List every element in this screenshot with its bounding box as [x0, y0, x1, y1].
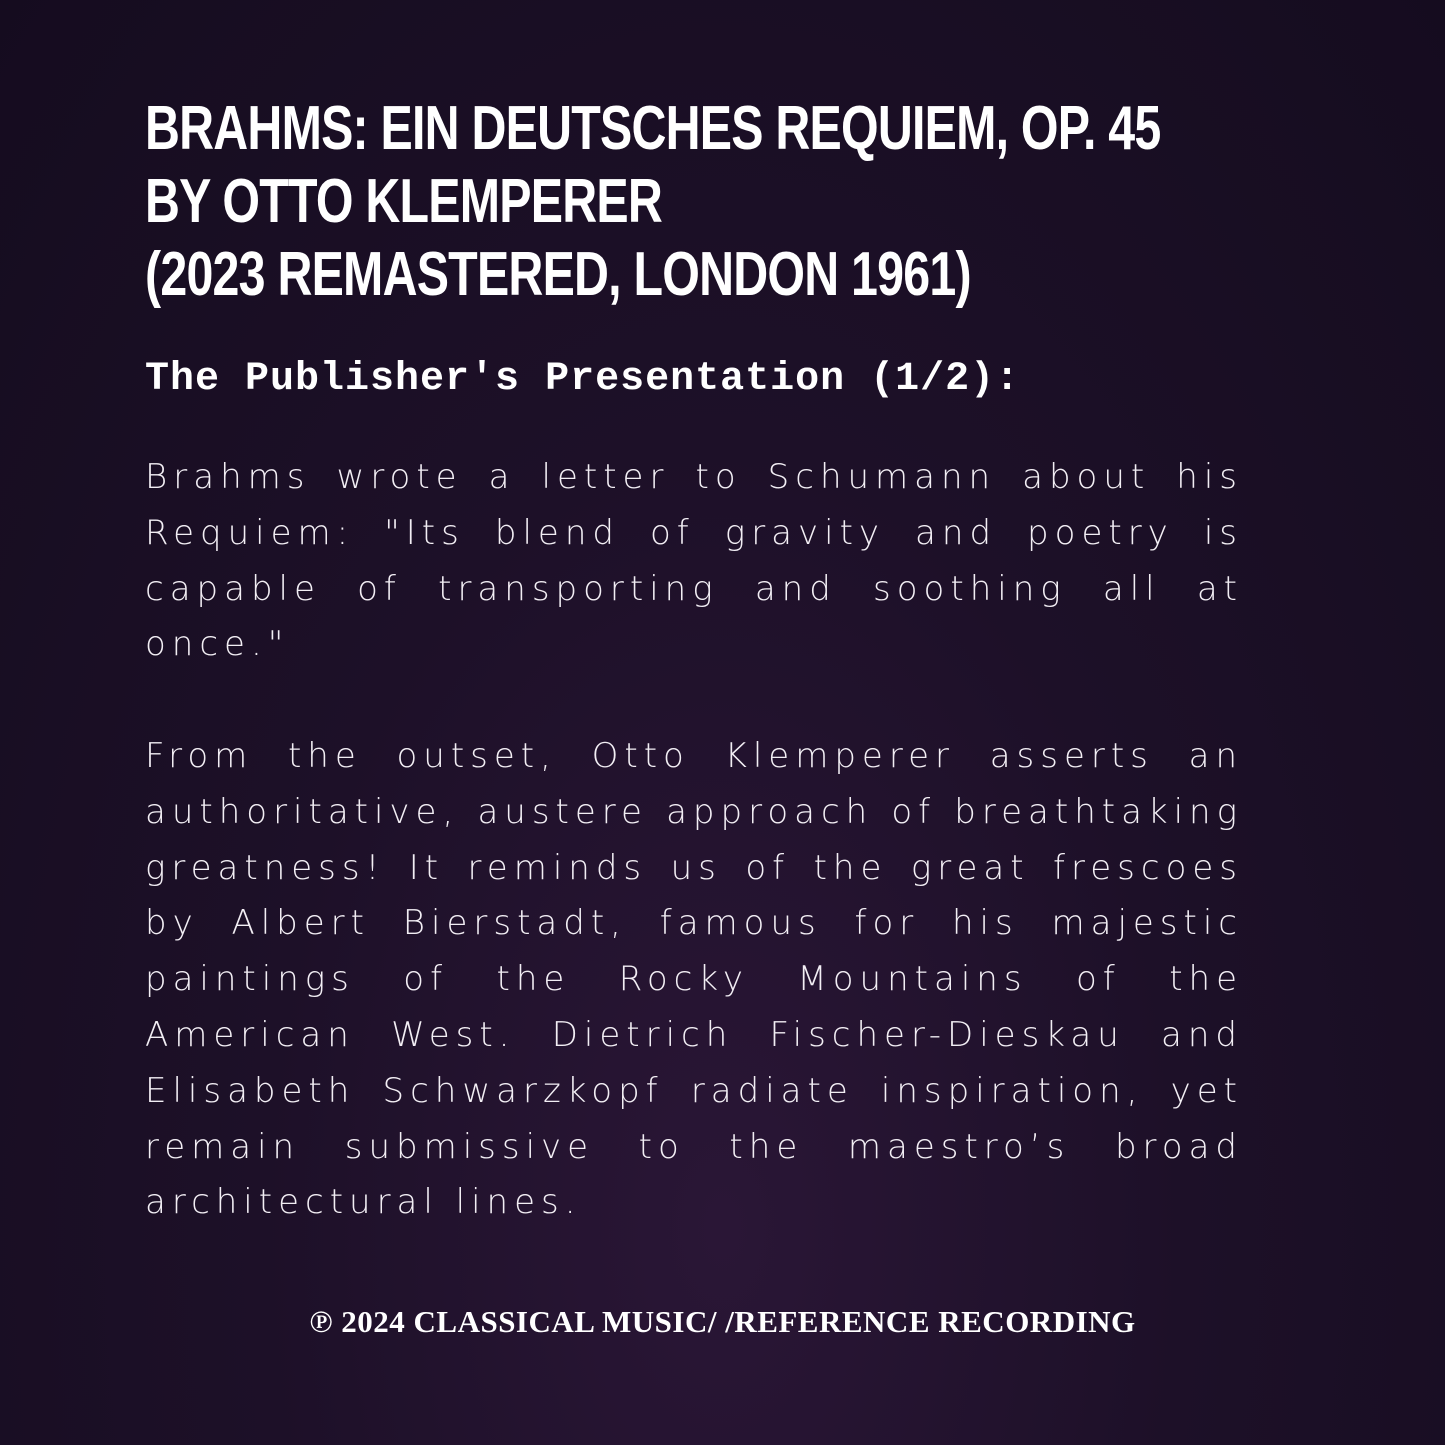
album-title: [145, 92, 1161, 311]
album-title-line-1: BRAHMS: EIN DEUTSCHES REQUIEM, OP. 45: [145, 94, 1161, 163]
presentation-text: [145, 450, 1243, 1287]
presentation-paragraph-2: From the outset, Otto Klemperer asserts an authoritative, austere approach of breathtaking greatness! It reminds us of the great frescoes by Albert Bierstadt, famous for his majestic paintings of the Rocky Mountains of the American West. Dietrich Fischer-Dieskau and Elisabeth Schwarzkopf radiate inspiration, yet remain submissive to the maestro’s broad architectural lines.: [145, 735, 1243, 1223]
copyright-footer: ℗ 2024 CLASSICAL MUSIC/ /REFERENCE RECORDING: [309, 1304, 1136, 1339]
section-heading: The Publisher's Presentation (1/2):: [145, 357, 1021, 402]
presentation-paragraph-1: Brahms wrote a letter to Schumann about his Requiem: "Its blend of gravity and poetry is capable of transporting and soothing all at once.": [145, 457, 1243, 665]
album-title-line-3: (2023 REMASTERED, LONDON 1961): [145, 240, 971, 309]
album-title-line-2: BY OTTO KLEMPERER: [145, 167, 662, 236]
